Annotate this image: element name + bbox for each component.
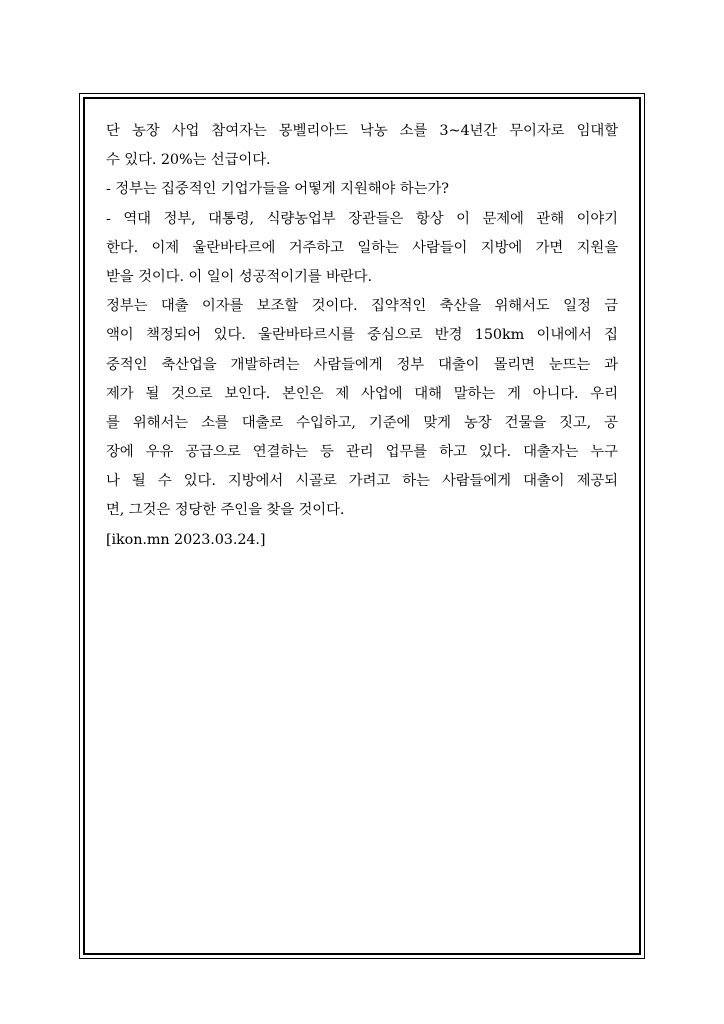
document-frame-inner: [83, 97, 641, 955]
document-frame-outer: [79, 93, 645, 959]
text-line: - 정부는 집중적인 기업가들을 어떻게 지원해야 하는가?: [106, 181, 449, 198]
text-line: 액이 책정되어 있다. 울란바타르시를 중심으로 반경 150km 이내에서 집: [106, 327, 618, 344]
text-line: 정부는 대출 이자를 보조할 것이다. 집약적인 축산을 위해서도 일정 금: [106, 298, 618, 315]
text-line: 를 위해서는 소를 대출로 수입하고, 기준에 맞게 농장 건물을 짓고, 공: [106, 414, 618, 431]
text-line: 수 있다. 20%는 선급이다.: [106, 152, 271, 169]
text-line: 받을 것이다. 이 일이 성공적이기를 바란다.: [106, 268, 372, 285]
text-line: 단 농장 사업 참여자는 몽벨리아드 낙농 소를 3~4년간 무이자로 임대할: [106, 123, 618, 139]
text-line: 장에 우유 공급으로 연결하는 등 관리 업무를 하고 있다. 대출자는 누구: [106, 444, 618, 461]
text-line: 면, 그것은 정당한 주인을 찾을 것이다.: [106, 502, 345, 519]
text-line: 제가 될 것으로 보인다. 본인은 제 사업에 대해 말하는 게 아니다. 우리: [106, 385, 618, 402]
source-citation: [ikon.mn 2023.03.24.]: [106, 531, 266, 548]
text-line: - 역대 정부, 대통령, 식량농업부 장관들은 항상 이 문제에 관해 이야기: [106, 210, 618, 227]
document-body: [106, 117, 618, 555]
text-line: 나 될 수 있다. 지방에서 시골로 가려고 하는 사람들에게 대출이 제공되: [106, 473, 618, 490]
text-line: 한다. 이제 울란바타르에 거주하고 일하는 사람들이 지방에 가면 지원을: [106, 239, 618, 256]
text-line: 중적인 축산업을 개발하려는 사람들에게 정부 대출이 몰리면 눈뜨는 과: [106, 356, 618, 373]
